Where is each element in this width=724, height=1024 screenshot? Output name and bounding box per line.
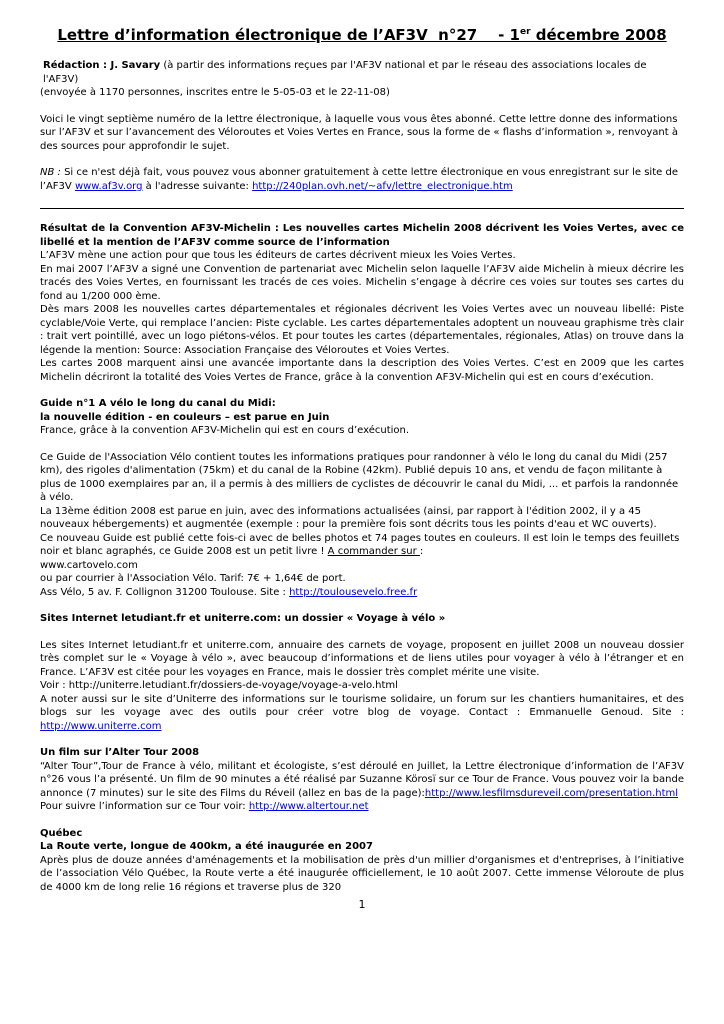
masthead bbox=[40, 59, 684, 193]
quebec-heading-line-2: La Route verte, longue de 400km, a été inaugurée en 2007 bbox=[40, 841, 373, 852]
michelin-paragraph-2: En mai 2007 l’AF3V a signé une Convention de partenariat avec Michelin selon laquelle l’AF3V aide Michelin à mieux décrire les tracés des Voies Vertes, en fournissant les tracés de ces voies. Michelin s’engage à décrire ces voies sur toutes ses cartes du fond au 1/200 000 ème. bbox=[40, 263, 684, 302]
nb-label: NB : bbox=[40, 167, 61, 178]
guide-paragraph-3-colon: : bbox=[419, 546, 424, 557]
redaction-label: Rédaction : J. Savary bbox=[43, 60, 161, 71]
intro-paragraph: Voici le vingt septième numéro de la lettre électronique, à laquelle vous vous êtes abonné. Cette lettre donne des informations sur l’AF3V et sur l’avancement des Véloroutes et Voies Vertes en France, sous la forme de « flashs d’information », renvoyant à des sources pour approfondir le sujet. bbox=[40, 113, 678, 152]
michelin-heading: Résultat de la Convention AF3V-Michelin : Les nouvelles cartes Michelin 2008 décrivent les Voies Vertes, avec ce libellé et la mention de l’AF3V comme source de l’information bbox=[40, 223, 684, 248]
guide-subline: France, grâce à la convention AF3V-Michelin qui est en cours d’exécution. bbox=[40, 425, 410, 436]
page-number: 1 bbox=[358, 898, 366, 911]
redaction-detail: (à partir des informations reçues par l'AF3V national et par le réseau des associations locales de l'AF3V) bbox=[43, 60, 647, 85]
nb-text-1: Si ce n'est déjà fait, vous pouvez vous abonner gratuitement à cette lettre électronique en vous enregistrant sur le site de l’AF3V bbox=[40, 167, 678, 192]
guide-paragraph-3-text: Ce nouveau Guide est publié cette fois-ci avec de belles photos et 74 pages toutes en couleurs. Il est loin le temps des feuillets noir et blanc agraphés, ce Guide 2008 est un petit livre ! bbox=[40, 532, 680, 557]
redaction-line bbox=[40, 59, 684, 86]
nb-text-2: à l'adresse suivante: bbox=[142, 180, 253, 192]
section-guide-canal-midi bbox=[40, 397, 684, 599]
websites-paragraph-1: Les sites Internet letudiant.fr et uniterre.com, annuaire des carnets de voyage, proposent en juillet 2008 un nouveau dossier très complet sur le « Voyage à vélo », avec beaucoup d’informations et de liens utiles pour voyager à vélo à l’étranger et en France. L’AF3V est citée pour les voyages en France, mais le dossier très complet mérite une visite. bbox=[40, 639, 684, 678]
separator-line bbox=[40, 208, 684, 209]
altertour-link[interactable]: http://www.altertour.net bbox=[248, 801, 369, 812]
section-altertour bbox=[40, 746, 684, 814]
association-address-text: Ass Vélo, 5 av. F. Collignon 31200 Toulouse. Site : bbox=[40, 586, 290, 598]
order-mail-line: ou par courrier à l'Association Vélo. Tarif: 7€ + 1,64€ de port. bbox=[40, 573, 346, 584]
guide-paragraph-3 bbox=[40, 532, 684, 559]
altertour-follow-line bbox=[40, 800, 684, 814]
altertour-paragraph-1 bbox=[40, 760, 684, 801]
cartovelo-site-line: www.cartovelo.com bbox=[40, 559, 138, 571]
section-websites bbox=[40, 612, 684, 733]
websites-paragraph-2 bbox=[40, 693, 684, 734]
page-title-date: décembre 2008 bbox=[530, 26, 667, 44]
websites-see-line: Voir : http://uniterre.letudiant.fr/dossiers-de-voyage/voyage-a-velo.html bbox=[40, 680, 398, 691]
websites-paragraph-2-text: A noter aussi sur le site d’Uniterre des informations sur le tourisme solidaire, un forum sur les chantiers humanitaires, et des blogs sur les voyage avec des outils pour créer votre blog de voyage. Contact : Emmanuelle Genoud. Site : bbox=[40, 693, 684, 718]
distribution-line: (envoyée à 1170 personnes, inscrites entre le 5-05-03 et le 22-11-08) bbox=[40, 87, 390, 98]
altertour-heading: Un film sur l’Alter Tour 2008 bbox=[40, 747, 200, 758]
michelin-paragraph-3: Dès mars 2008 les nouvelles cartes départementales et régionales décrivent les Voies Vertes avec un nouveau libellé: Piste cyclable/Voie Verte, qui remplace l’ancien: Piste cyclable. Les cartes départementales adoptent un nouveau graphisme très clair : trait vert pointillé, avec un logo piétons-vélos. Et pour toutes les cartes (départementales, régionales, Atlas) on trouve dans la légende la mention: Source: Association Française des Véloroutes et Voies Vertes. bbox=[40, 304, 684, 356]
page-title-ordinal: er bbox=[520, 27, 531, 37]
guide-heading-line-2: la nouvelle édition - en couleurs – est parue en Juin bbox=[40, 411, 330, 423]
toulousevelo-link[interactable]: http://toulousevelo.free.fr bbox=[289, 586, 418, 598]
uniterre-link[interactable]: http://www.uniterre.com bbox=[40, 720, 162, 732]
guide-paragraph-2: La 13ème édition 2008 est parue en juin, avec des informations actualisées (ainsi, par rapport à l'édition 2002, il y a 45 nouveaux hébergements) et augmentée (exemple : pour la première fois sont décrits tous les points d'eau et WC ouverts). bbox=[40, 505, 657, 530]
michelin-paragraph-1: L’AF3V mène une action pour que tous les éditeurs de cartes décrivent mieux les Voies Vertes. bbox=[40, 250, 516, 261]
section-michelin bbox=[40, 222, 684, 384]
websites-heading: Sites Internet letudiant.fr et uniterre.com: un dossier « Voyage à vélo » bbox=[40, 613, 446, 624]
nb-paragraph bbox=[40, 166, 684, 193]
quebec-heading-line-1: Québec bbox=[40, 827, 83, 839]
page-title bbox=[40, 26, 684, 45]
guide-paragraph-1: Ce Guide de l'Association Vélo contient toutes les informations pratiques pour randonner à vélo le long du canal du Midi (257 km), des rigoles d'alimentation (75km) et du canal de la Robine (42km). Publié depuis 10 ans, et vendu de façon militante à plus de 1000 exemplaires par an, il a permis à des milliers de cyclistes de découvrir le canal du Midi, ... et parfois la randonnée à vélo. bbox=[40, 451, 679, 503]
quebec-paragraph-1: Après plus de douze années d'aménagements et la mobilisation de près d'un millier d'organismes et d'entreprises, à l’initiative de l’association Vélo Québec, la Route verte a été inaugurée officiellement, le 10 août 2007. Cette immense Véloroute de plus de 4000 km de long relie 16 régions et traverse plus de 320 bbox=[40, 854, 684, 893]
lesfilmsdureveil-link[interactable]: http://www.lesfilmsdureveil.com/presentation.html bbox=[424, 787, 679, 799]
association-address-line bbox=[40, 586, 684, 600]
section-quebec bbox=[40, 827, 684, 895]
page-title-main: Lettre d’information électronique de l’AF3V n°27 - 1 bbox=[57, 26, 520, 44]
newsletter-subscribe-link[interactable]: http://240plan.ovh.net/~afv/lettre_electronique.htm bbox=[252, 180, 513, 192]
af3v-website-link[interactable]: www.af3v.org bbox=[74, 180, 143, 192]
altertour-paragraph-1-text: “Alter Tour”,Tour de France à vélo, militant et écologiste, s’est déroulé en Juillet, la Lettre électronique d’information de l’AF3V n°26 vous l’a présenté. Un film de 90 minutes a été réalisé par Suzanne Körosï sur ce Tour de France. Vous pouvez voir la bande annonce (7 minutes) sur le site des Films du Réveil (allez en bas de la page): bbox=[40, 760, 684, 799]
michelin-paragraph-4: Les cartes 2008 marquent ainsi une avancée importante dans la description des Voies Vertes. C’est en 2009 que les cartes Michelin décriront la totalité des Voies Vertes de France, grâce à la convention AF3V-Michelin qui est en cours d’exécution. bbox=[40, 358, 684, 383]
guide-heading-line-1: Guide n°1 A vélo le long du canal du Midi: bbox=[40, 398, 276, 409]
order-call-to-action: A commander sur bbox=[327, 546, 420, 557]
altertour-follow-text: Pour suivre l’information sur ce Tour voir: bbox=[40, 801, 249, 812]
